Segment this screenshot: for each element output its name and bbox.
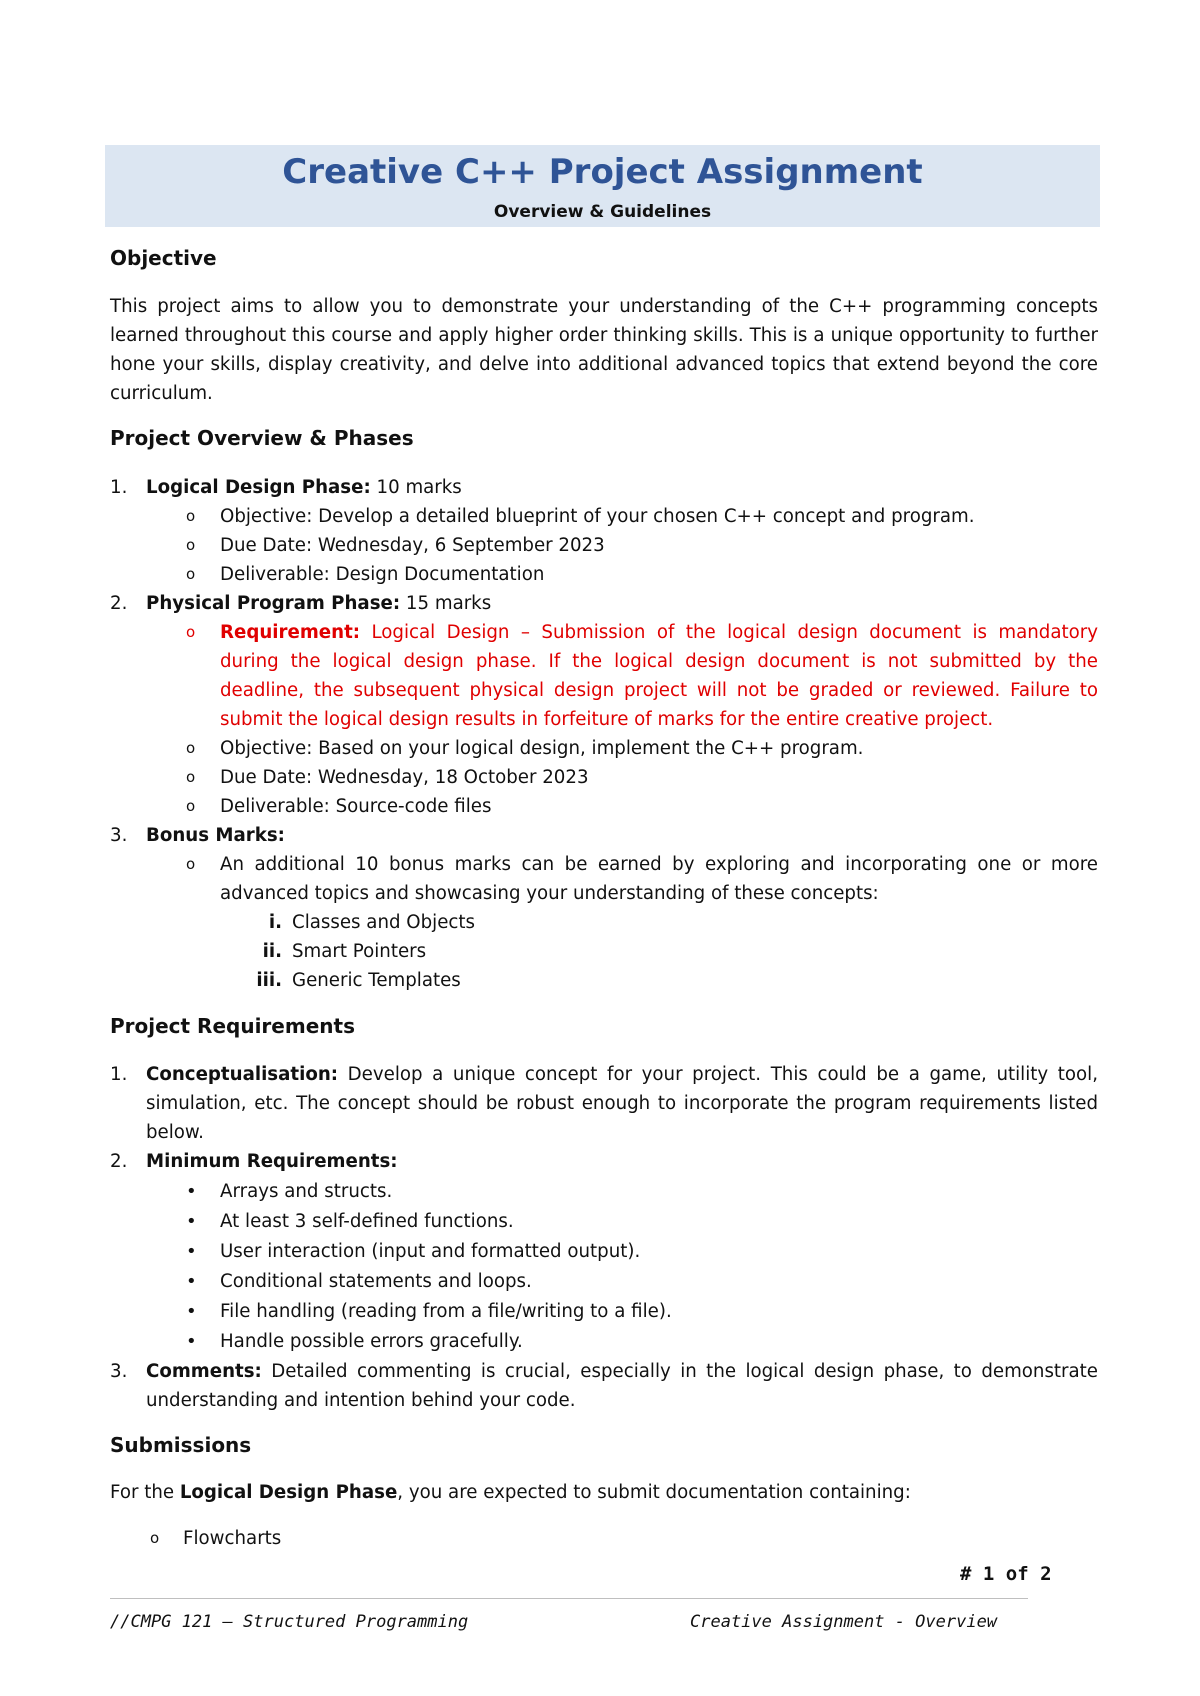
submissions-heading: Submissions <box>110 1433 252 1457</box>
min-requirement: Arrays and structs. <box>220 1181 393 1202</box>
phase1-objective: Objective: Develop a detailed blueprint of your chosen C++ concept and program. <box>220 506 975 527</box>
req3-text: Comments: Detailed commenting is crucial, especially in the logical design phase, to demonstrate understanding and intention behind your code. <box>146 1361 1098 1411</box>
roman-numeral: ii. <box>262 941 282 962</box>
req2-title: Minimum Requirements: <box>146 1151 398 1172</box>
phase2-objective: Objective: Based on your logical design, implement the C++ program. <box>220 738 864 759</box>
bullet-o: o <box>186 565 196 583</box>
phase1-deliverable: Deliverable: Design Documentation <box>220 564 545 585</box>
phase3-text: An additional 10 bonus marks can be earned by exploring and incorporating one or more advanced topics and showcasing your understanding of these concepts: <box>220 854 1098 904</box>
bullet-o: o <box>186 536 196 554</box>
bullet-o: o <box>186 768 196 786</box>
bullet-dot: • <box>186 1211 197 1232</box>
bullet-o: o <box>186 855 196 873</box>
phase2-due-date: Due Date: Wednesday, 18 October 2023 <box>220 767 589 788</box>
phase1-number: 1. <box>110 477 128 498</box>
submission-item: Flowcharts <box>183 1528 282 1549</box>
footer-right: Creative Assignment - Overview <box>690 1612 998 1632</box>
requirements-heading: Project Requirements <box>110 1014 355 1038</box>
bullet-dot: • <box>186 1331 197 1352</box>
phase3-title: Bonus Marks: <box>146 825 285 846</box>
bullet-dot: • <box>186 1181 197 1202</box>
min-requirement: File handling (reading from a file/writing to a file). <box>220 1301 672 1322</box>
page-title: Creative C++ Project Assignment <box>282 152 923 192</box>
bullet-dot: • <box>186 1301 197 1322</box>
page-number: # 1 of 2 <box>960 1563 1052 1585</box>
bullet-o: o <box>186 797 196 815</box>
bonus-topic: Smart Pointers <box>292 941 427 962</box>
min-requirement: Handle possible errors gracefully. <box>220 1331 523 1352</box>
objective-text: This project aims to allow you to demonstrate your understanding of the C++ programming concepts learned throughout this course and apply higher order thinking skills. This is a unique opportunity to further hone your skills, display creativity, and delve into additional advanced topics that extend beyond the core curriculum. <box>110 296 1098 404</box>
min-requirement: At least 3 self-defined functions. <box>220 1211 514 1232</box>
bullet-o: o <box>150 1529 160 1547</box>
req1-number: 1. <box>110 1064 128 1085</box>
min-requirement: Conditional statements and loops. <box>220 1271 532 1292</box>
footer-divider <box>110 1598 1028 1599</box>
phase2-title: Physical Program Phase: 15 marks <box>146 593 492 614</box>
overview-heading: Project Overview & Phases <box>110 426 414 450</box>
objective-heading: Objective <box>110 246 217 270</box>
phase2-deliverable: Deliverable: Source-code files <box>220 796 492 817</box>
min-requirement: User interaction (input and formatted output). <box>220 1241 641 1262</box>
page-subtitle: Overview & Guidelines <box>493 202 712 222</box>
phase2-requirement: Requirement: Logical Design – Submission of the logical design document is mandatory during the logical design phase. If the logical design document is not submitted by the deadline, the subsequent physical design project will not be graded or reviewed. Failure to submit the logical design results in forfeiture of marks for the entire creative project. <box>220 622 1098 730</box>
submissions-intro: For the Logical Design Phase, you are expected to submit documentation containing: <box>110 1482 911 1503</box>
bullet-o: o <box>186 507 196 525</box>
phase2-number: 2. <box>110 593 128 614</box>
bonus-topic: Generic Templates <box>292 970 461 991</box>
bullet-dot: • <box>186 1241 197 1262</box>
req1-text: Conceptualisation: Develop a unique concept for your project. This could be a game, utility tool, simulation, etc. The concept should be robust enough to incorporate the program requirements listed below. <box>146 1064 1098 1143</box>
req3-number: 3. <box>110 1361 128 1382</box>
bonus-topic: Classes and Objects <box>292 912 476 933</box>
req2-number: 2. <box>110 1151 128 1172</box>
bullet-o: o <box>186 623 196 641</box>
phase1-title: Logical Design Phase: 10 marks <box>146 477 462 498</box>
roman-numeral: i. <box>268 912 282 933</box>
footer-left: //CMPG 121 – Structured Programming <box>110 1612 469 1632</box>
phase1-due-date: Due Date: Wednesday, 6 September 2023 <box>220 535 605 556</box>
roman-numeral: iii. <box>256 970 282 991</box>
bullet-o: o <box>186 739 196 757</box>
bullet-dot: • <box>186 1271 197 1292</box>
phase3-number: 3. <box>110 825 128 846</box>
